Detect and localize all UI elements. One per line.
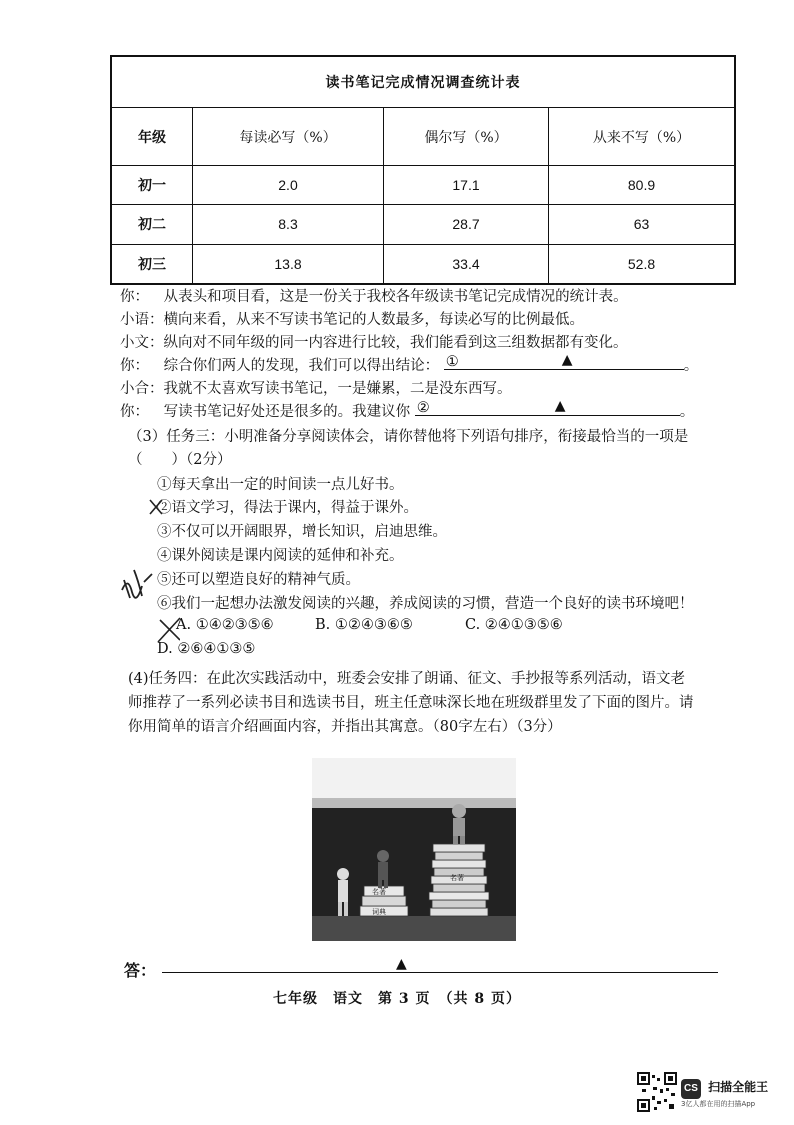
answer-blank-2[interactable] bbox=[415, 398, 680, 416]
cs-logo-icon: CS bbox=[681, 1079, 701, 1099]
task3-blank: （ ）（2分） bbox=[128, 452, 232, 468]
dialogue-end: 。 bbox=[683, 358, 699, 374]
brand-name: 扫描全能王 bbox=[708, 1080, 769, 1094]
triangle-icon: ▲ bbox=[554, 398, 566, 414]
dialogue-text: 综合你们两人的发现，我们可以得出结论： bbox=[163, 358, 440, 374]
book-label: 名著 bbox=[450, 874, 464, 882]
option-b[interactable]: B. ①②④③⑥⑤ bbox=[315, 617, 413, 633]
answer-line[interactable] bbox=[162, 972, 718, 973]
dialogue-text: 我就不太喜欢写读书笔记，一是嫌累，二是没东西写。 bbox=[163, 381, 512, 397]
cell-grade: 初三 bbox=[111, 244, 193, 284]
cell-value: 63 bbox=[549, 205, 736, 244]
dialogue-line bbox=[120, 286, 628, 308]
table-header-row bbox=[111, 108, 735, 166]
task4-line: 你用简单的语言介绍画面内容，并指出其寓意。（80字左右）（3分） bbox=[128, 719, 562, 735]
table-row bbox=[111, 165, 735, 204]
qr-code-icon bbox=[637, 1072, 677, 1112]
cell-value: 13.8 bbox=[193, 244, 384, 284]
dialogue-line bbox=[120, 398, 695, 423]
sentence-item: ③不仅可以开阔眼界，增长知识，启迪思维。 bbox=[157, 524, 447, 540]
cell-value: 80.9 bbox=[549, 165, 736, 204]
dialogue-line bbox=[120, 378, 512, 400]
scanner-logo bbox=[681, 1076, 768, 1099]
table-row bbox=[111, 244, 735, 284]
header-never: 从来不写（%） bbox=[549, 108, 736, 166]
answer-label: 答： bbox=[124, 961, 157, 980]
books-illustration bbox=[312, 758, 516, 941]
book-label: 名著 bbox=[372, 888, 386, 896]
dialogue-line bbox=[120, 309, 584, 331]
page-footer: 七年级 语文 第 3 页 （共 8 页） bbox=[273, 991, 521, 1007]
book-label: 词典 bbox=[372, 908, 386, 916]
speaker: 小语： bbox=[120, 312, 164, 328]
dialogue-text: 从表头和项目看，这是一份关于我校各年级读书笔记完成情况的统计表。 bbox=[163, 289, 628, 305]
task3-prompt: （3）任务三：小明准备分享阅读体会，请你替他将下列语句排序，衔接最恰当的一项是 bbox=[128, 429, 689, 445]
survey-table bbox=[110, 55, 736, 285]
dialogue-line bbox=[120, 352, 699, 377]
header-grade: 年级 bbox=[111, 108, 193, 166]
table-caption: 读书笔记完成情况调查统计表 bbox=[111, 56, 735, 108]
triangle-icon: ▲ bbox=[561, 352, 573, 368]
dialogue-text: 横向来看，从来不写读书笔记的人数最多，每读必写的比例最低。 bbox=[163, 312, 584, 328]
handwriting-marks bbox=[100, 470, 180, 650]
dialogue-end: 。 bbox=[679, 404, 695, 420]
cell-value: 52.8 bbox=[549, 244, 736, 284]
sentence-item: ⑥我们一起想办法激发阅读的兴趣，养成阅读的习惯，营造一个良好的读书环境吧！ bbox=[157, 596, 694, 612]
sentence-item: ④课外阅读是课内阅读的延伸和补充。 bbox=[157, 548, 404, 564]
answer-blank-1[interactable] bbox=[444, 352, 684, 370]
dialogue-line bbox=[120, 332, 628, 354]
table-row bbox=[111, 205, 735, 244]
speaker: 你： bbox=[120, 358, 149, 374]
cell-value: 17.1 bbox=[384, 165, 549, 204]
illustration bbox=[312, 758, 516, 941]
option-c[interactable]: C. ②④①③⑤⑥ bbox=[465, 617, 563, 633]
option-d[interactable]: D. ②⑥④①③⑤ bbox=[157, 641, 256, 657]
speaker: 小合： bbox=[120, 381, 164, 397]
cell-value: 8.3 bbox=[193, 205, 384, 244]
speaker: 你： bbox=[120, 289, 149, 305]
cell-value: 2.0 bbox=[193, 165, 384, 204]
cell-grade: 初一 bbox=[111, 165, 193, 204]
blank-number: ① bbox=[445, 354, 459, 370]
sentence-item: ⑤还可以塑造良好的精神气质。 bbox=[157, 572, 360, 588]
triangle-icon: ▲ bbox=[396, 956, 407, 972]
header-sometimes: 偶尔写（%） bbox=[384, 108, 549, 166]
task4-line: (4)任务四：在此次实践活动中，班委会安排了朗诵、征文、手抄报等系列活动，语文老 bbox=[128, 671, 686, 687]
sentence-item: ②语文学习，得法于课内，得益于课外。 bbox=[157, 500, 418, 516]
speaker: 你： bbox=[120, 404, 149, 420]
task4-line: 师推荐了一系列必读书目和选读书目，班主任意味深长地在班级群里发了下面的图片。请 bbox=[128, 695, 694, 711]
option-a[interactable]: A. ①④②③⑤⑥ bbox=[176, 617, 274, 633]
dialogue-text: 纵向对不同年级的同一内容进行比较，我们能看到这三组数据都有变化。 bbox=[163, 335, 628, 351]
cell-value: 33.4 bbox=[384, 244, 549, 284]
cell-grade: 初二 bbox=[111, 205, 193, 244]
blank-number: ② bbox=[416, 400, 430, 416]
header-always: 每读必写（%） bbox=[193, 108, 384, 166]
sentence-item: ①每天拿出一定的时间读一点儿好书。 bbox=[157, 477, 404, 493]
dialogue-text: 写读书笔记好处还是很多的。我建议你 bbox=[163, 404, 411, 420]
cell-value: 28.7 bbox=[384, 205, 549, 244]
speaker: 小文： bbox=[120, 335, 164, 351]
brand-tagline: 3亿人都在用的扫描App bbox=[681, 1100, 756, 1108]
